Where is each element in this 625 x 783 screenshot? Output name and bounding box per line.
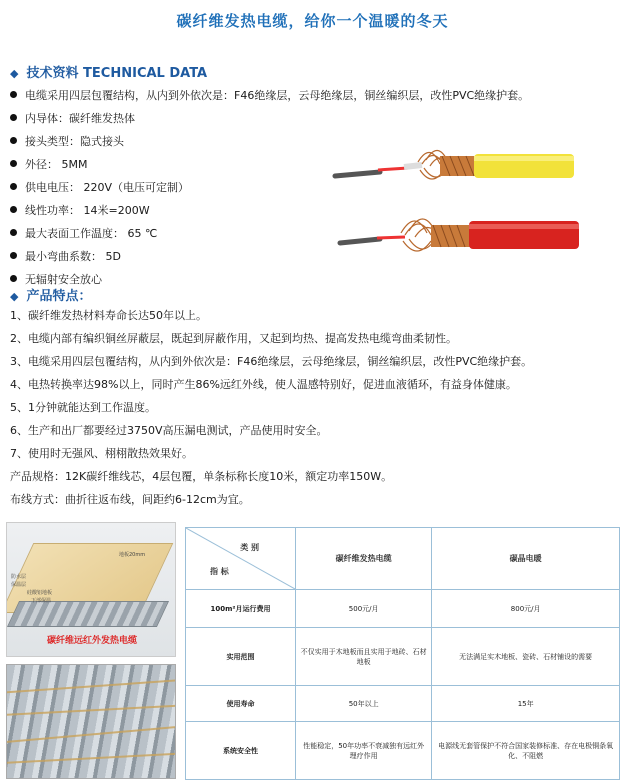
table-header-row [186, 528, 620, 590]
yellow-cable-image [330, 140, 580, 200]
feature-item: 3、电缆采用四层包覆结构，从内到外依次是：F46绝缘层，云母绝缘层，铜丝编织层，改性PVC绝缘护套。 [10, 354, 533, 368]
bullet-icon [10, 206, 17, 213]
column-header: 碳晶电暖 [432, 528, 620, 590]
bullet-icon [10, 137, 17, 144]
comparison-table [185, 527, 620, 780]
feature-item: 1、碳纤维发热材料寿命长达50年以上。 [10, 308, 207, 322]
row-header: 实用范围 [186, 628, 296, 686]
wiring-line: 布线方式：曲折往返布线，间距约6-12cm为宜。 [10, 492, 250, 506]
column-header: 碳纤维发热电缆 [296, 528, 432, 590]
table-row [186, 628, 620, 686]
corner-cell [186, 528, 296, 590]
page-title: 碳纤维发热电缆，给你一个温暖的冬天 [176, 12, 449, 30]
bullet-icon [10, 183, 17, 190]
row-header: 系统安全性 [186, 722, 296, 780]
row-header: 100m²月运行费用 [186, 590, 296, 628]
row-header: 使用寿命 [186, 686, 296, 722]
diagram-label: 防水层 [11, 574, 27, 580]
table-cell: 无法满足实木地板、瓷砖、石材铺设的需要 [432, 628, 620, 686]
table-cell: 800元/月 [432, 590, 620, 628]
spec-item [10, 83, 610, 106]
corner-top-label: 类 别 [240, 543, 259, 552]
features-heading-label: 产品特点： [26, 289, 92, 304]
diagram-label: 地板20mm [119, 552, 146, 558]
spec-item [10, 106, 610, 129]
tech-heading-label: 技术资料 TECHNICAL DATA [26, 66, 208, 81]
spec-text: 接头类型：隐式接头 [25, 134, 124, 148]
diamond-icon: ◆ [10, 67, 19, 80]
table-cell: 500元/月 [296, 590, 432, 628]
diagram-label: 硅酸铝地板 [27, 590, 53, 596]
tech-heading [10, 62, 207, 81]
spec-line: 产品规格：12K碳纤维线芯，4层包覆，单条标称长度10米，额定功率150W。 [10, 469, 393, 483]
corner-bottom-label: 指 标 [210, 567, 229, 576]
table-cell: 性能稳定，50年功率不衰减独有远红外理疗作用 [296, 722, 432, 780]
spec-text: 供电电压： 220V（电压可定制） [25, 180, 190, 194]
feature-item: 5、1分钟就能达到工作温度。 [10, 400, 156, 414]
feature-item: 2、电缆内部有编织铜丝屏蔽层，既起到屏蔽作用，又起到均热、提高发热电缆弯曲柔韧性。 [10, 331, 457, 345]
cable-line [6, 704, 176, 716]
spec-text: 电缆采用四层包覆结构，从内到外依次是：F46绝缘层，云母绝缘层，铜丝编织层，改性PVC绝缘护套。 [25, 88, 530, 102]
spec-text: 外径： 5MM [25, 157, 88, 171]
table-row [186, 590, 620, 628]
spec-text: 线性功率： 14米=200W [25, 203, 150, 217]
table-cell: 不仅实用于木地板而且实用于地砖、石材地板 [296, 628, 432, 686]
cable-line [6, 724, 176, 743]
bullet-icon [10, 229, 17, 236]
table-cell: 15年 [432, 686, 620, 722]
feature-item: 6、生产和出厂都要经过3750V高压漏电测试，产品使用时安全。 [10, 423, 328, 437]
table-cell: 50年以上 [296, 686, 432, 722]
bullet-icon [10, 252, 17, 259]
feature-item: 7、使用时无强风、栩栩散热效果好。 [10, 446, 193, 460]
cable-line [6, 678, 176, 694]
diagram-label: 保温层 [11, 582, 27, 588]
spec-text: 无辐射安全放心 [25, 272, 102, 286]
bullet-icon [10, 114, 17, 121]
spec-text: 内导体：碳纤维发热体 [25, 111, 135, 125]
cable-line [6, 752, 176, 764]
spec-text: 最大表面工作温度： 65 ℃ [25, 226, 158, 240]
features-heading [10, 285, 92, 304]
feature-item: 4、电热转换率达98%以上，同时产生86%远红外线，使人温感特别好，促进血液循环，有益身体健康。 [10, 377, 517, 391]
diagram-label: 下部保温 [31, 598, 52, 604]
table-row [186, 686, 620, 722]
features-list [10, 303, 620, 510]
bullet-icon [10, 91, 17, 98]
bullet-icon [10, 275, 17, 282]
spec-item [10, 267, 610, 290]
table-row [186, 722, 620, 780]
diamond-icon: ◆ [10, 290, 19, 303]
spec-text: 最小弯曲系数： 5D [25, 249, 121, 263]
bullet-icon [10, 160, 17, 167]
table-cell: 电源线无套管保护不符合国家装修标准、存在电极铜条氧化、不阻燃 [432, 722, 620, 780]
diagonal-line [186, 528, 295, 589]
foil-layer [7, 601, 169, 627]
floor-structure-image [6, 522, 176, 657]
red-cable-image [335, 205, 585, 265]
image-caption: 碳纤维远红外发热电缆 [46, 636, 137, 646]
installation-photo [6, 664, 176, 779]
